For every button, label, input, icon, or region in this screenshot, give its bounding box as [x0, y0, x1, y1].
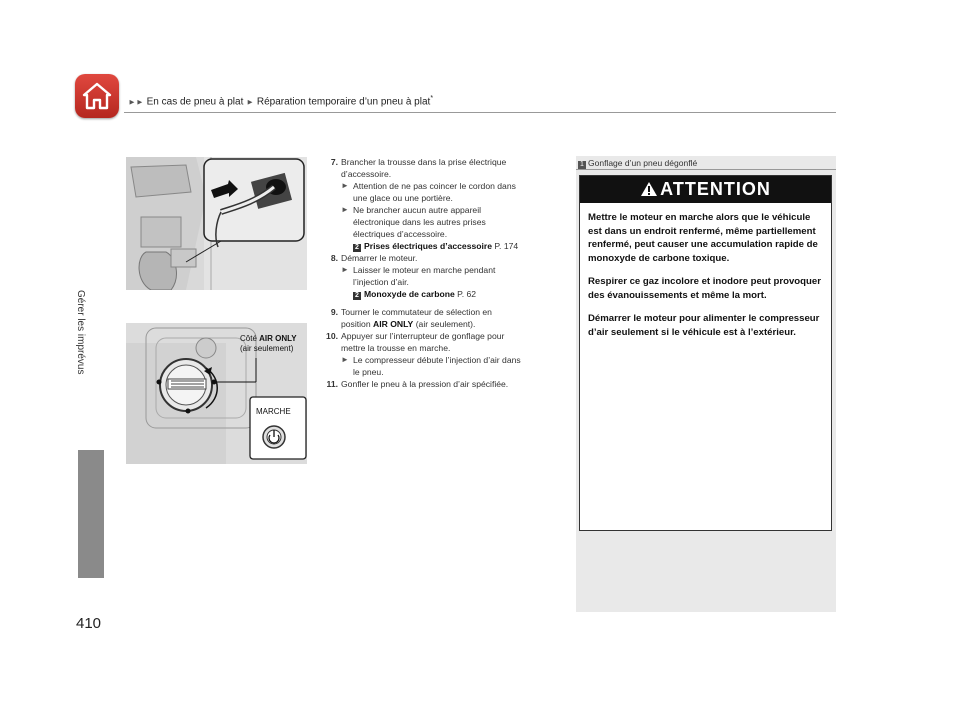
- breadcrumb-arrow-icon: ►: [246, 97, 255, 107]
- step-9-text: position AIR ONLY (air seulement).: [341, 319, 476, 329]
- warning-banner: [580, 176, 831, 203]
- warning-paragraph: Respirer ce gaz incolore et inodore peut provoquer des évanouissements et même la mort.: [588, 276, 821, 301]
- step-7-note-1-text: une glace ou une portière.: [353, 193, 453, 203]
- step-7-text: d’accessoire.: [341, 169, 392, 179]
- breadcrumb-link-repair[interactable]: Réparation temporaire d’un pneu à plat: [256, 96, 431, 108]
- home-button[interactable]: [75, 74, 119, 118]
- callout-marche: MARCHE: [256, 407, 291, 416]
- warning-box: [579, 175, 832, 531]
- step-10: 10. Appuyer sur l’interrupteur de gonflage pour: [326, 331, 505, 341]
- instruction-steps: [316, 156, 566, 390]
- header-rule: [124, 112, 836, 113]
- step-8: 8. Démarrer le moteur.: [330, 253, 418, 263]
- step-7: 7. Brancher la trousse dans la prise électrique: [330, 157, 507, 167]
- breadcrumb: [128, 95, 433, 107]
- ref-link-accessory-sockets[interactable]: 2 Prises électriques d’accessoire P. 174: [316, 240, 566, 252]
- arrow-icon: ►: [341, 205, 349, 214]
- figure-compressor-dial: [126, 323, 307, 464]
- figure-accessory-socket: [126, 157, 307, 290]
- warning-triangle-icon: [640, 181, 658, 197]
- step-7-note-2: ► Ne brancher aucun autre appareil: [341, 205, 482, 215]
- page-number: 410: [76, 615, 102, 632]
- warning-paragraph: Démarrer le moteur pour alimenter le compresseur d’air seulement si le véhicule est à l’extérieur.: [588, 313, 820, 338]
- breadcrumb-arrow-icon: ►►: [128, 97, 144, 107]
- step-8-note-1-text: l’injection d’air.: [353, 277, 409, 287]
- ref-link-carbon-monoxide[interactable]: 2 Monoxyde de carbone P. 62: [316, 288, 566, 300]
- note-icon: 1: [578, 161, 586, 169]
- breadcrumb-asterisk: *: [430, 95, 434, 102]
- step-10-note-1-text: le pneu.: [353, 367, 384, 377]
- step-9: 9. Tourner le commutateur de sélection en: [330, 307, 492, 317]
- step-7-note-1: ► Attention de ne pas coincer le cordon dans: [341, 181, 516, 191]
- sidebar-heading: 1 Gonflage d’un pneu dégonflé: [578, 158, 697, 169]
- arrow-icon: ►: [341, 181, 349, 190]
- sidebar-rule: [576, 169, 836, 170]
- reference-icon: 2: [353, 244, 361, 252]
- step-11: 11. Gonfler le pneu à la pression d’air spécifiée.: [326, 379, 509, 389]
- accessory-socket-illustration: [126, 157, 307, 290]
- callout-air-only: Côté AIR ONLY (air seulement): [240, 334, 297, 353]
- section-tab-marker: [78, 450, 104, 578]
- reference-icon: 2: [353, 292, 361, 300]
- breadcrumb-link-flat-tire[interactable]: En cas de pneu à plat: [146, 96, 244, 108]
- section-tab-label[interactable]: Gérer les imprévus: [75, 290, 86, 375]
- step-7-note-2-text: électriques d’accessoire.: [353, 229, 448, 239]
- step-8-note-1: ► Laisser le moteur en marche pendant: [341, 265, 496, 275]
- warning-paragraph: Mettre le moteur en marche alors que le véhicule est dans un endroit renfermé, même partiellement renfermé, peut causer une accumulation rapide de monoxyde de carbone toxique.: [588, 212, 818, 264]
- step-10-text: mettre la trousse en marche.: [341, 343, 451, 353]
- step-10-note-1: ► Le compresseur débute l’injection d’air dans: [341, 355, 521, 365]
- sidebar-notes: [576, 156, 836, 612]
- home-icon: [81, 80, 113, 112]
- step-7-note-2-text: électronique dans les autres prises: [353, 217, 486, 227]
- warning-title: ATTENTION: [660, 179, 771, 199]
- arrow-icon: ►: [341, 355, 349, 364]
- arrow-icon: ►: [341, 265, 349, 274]
